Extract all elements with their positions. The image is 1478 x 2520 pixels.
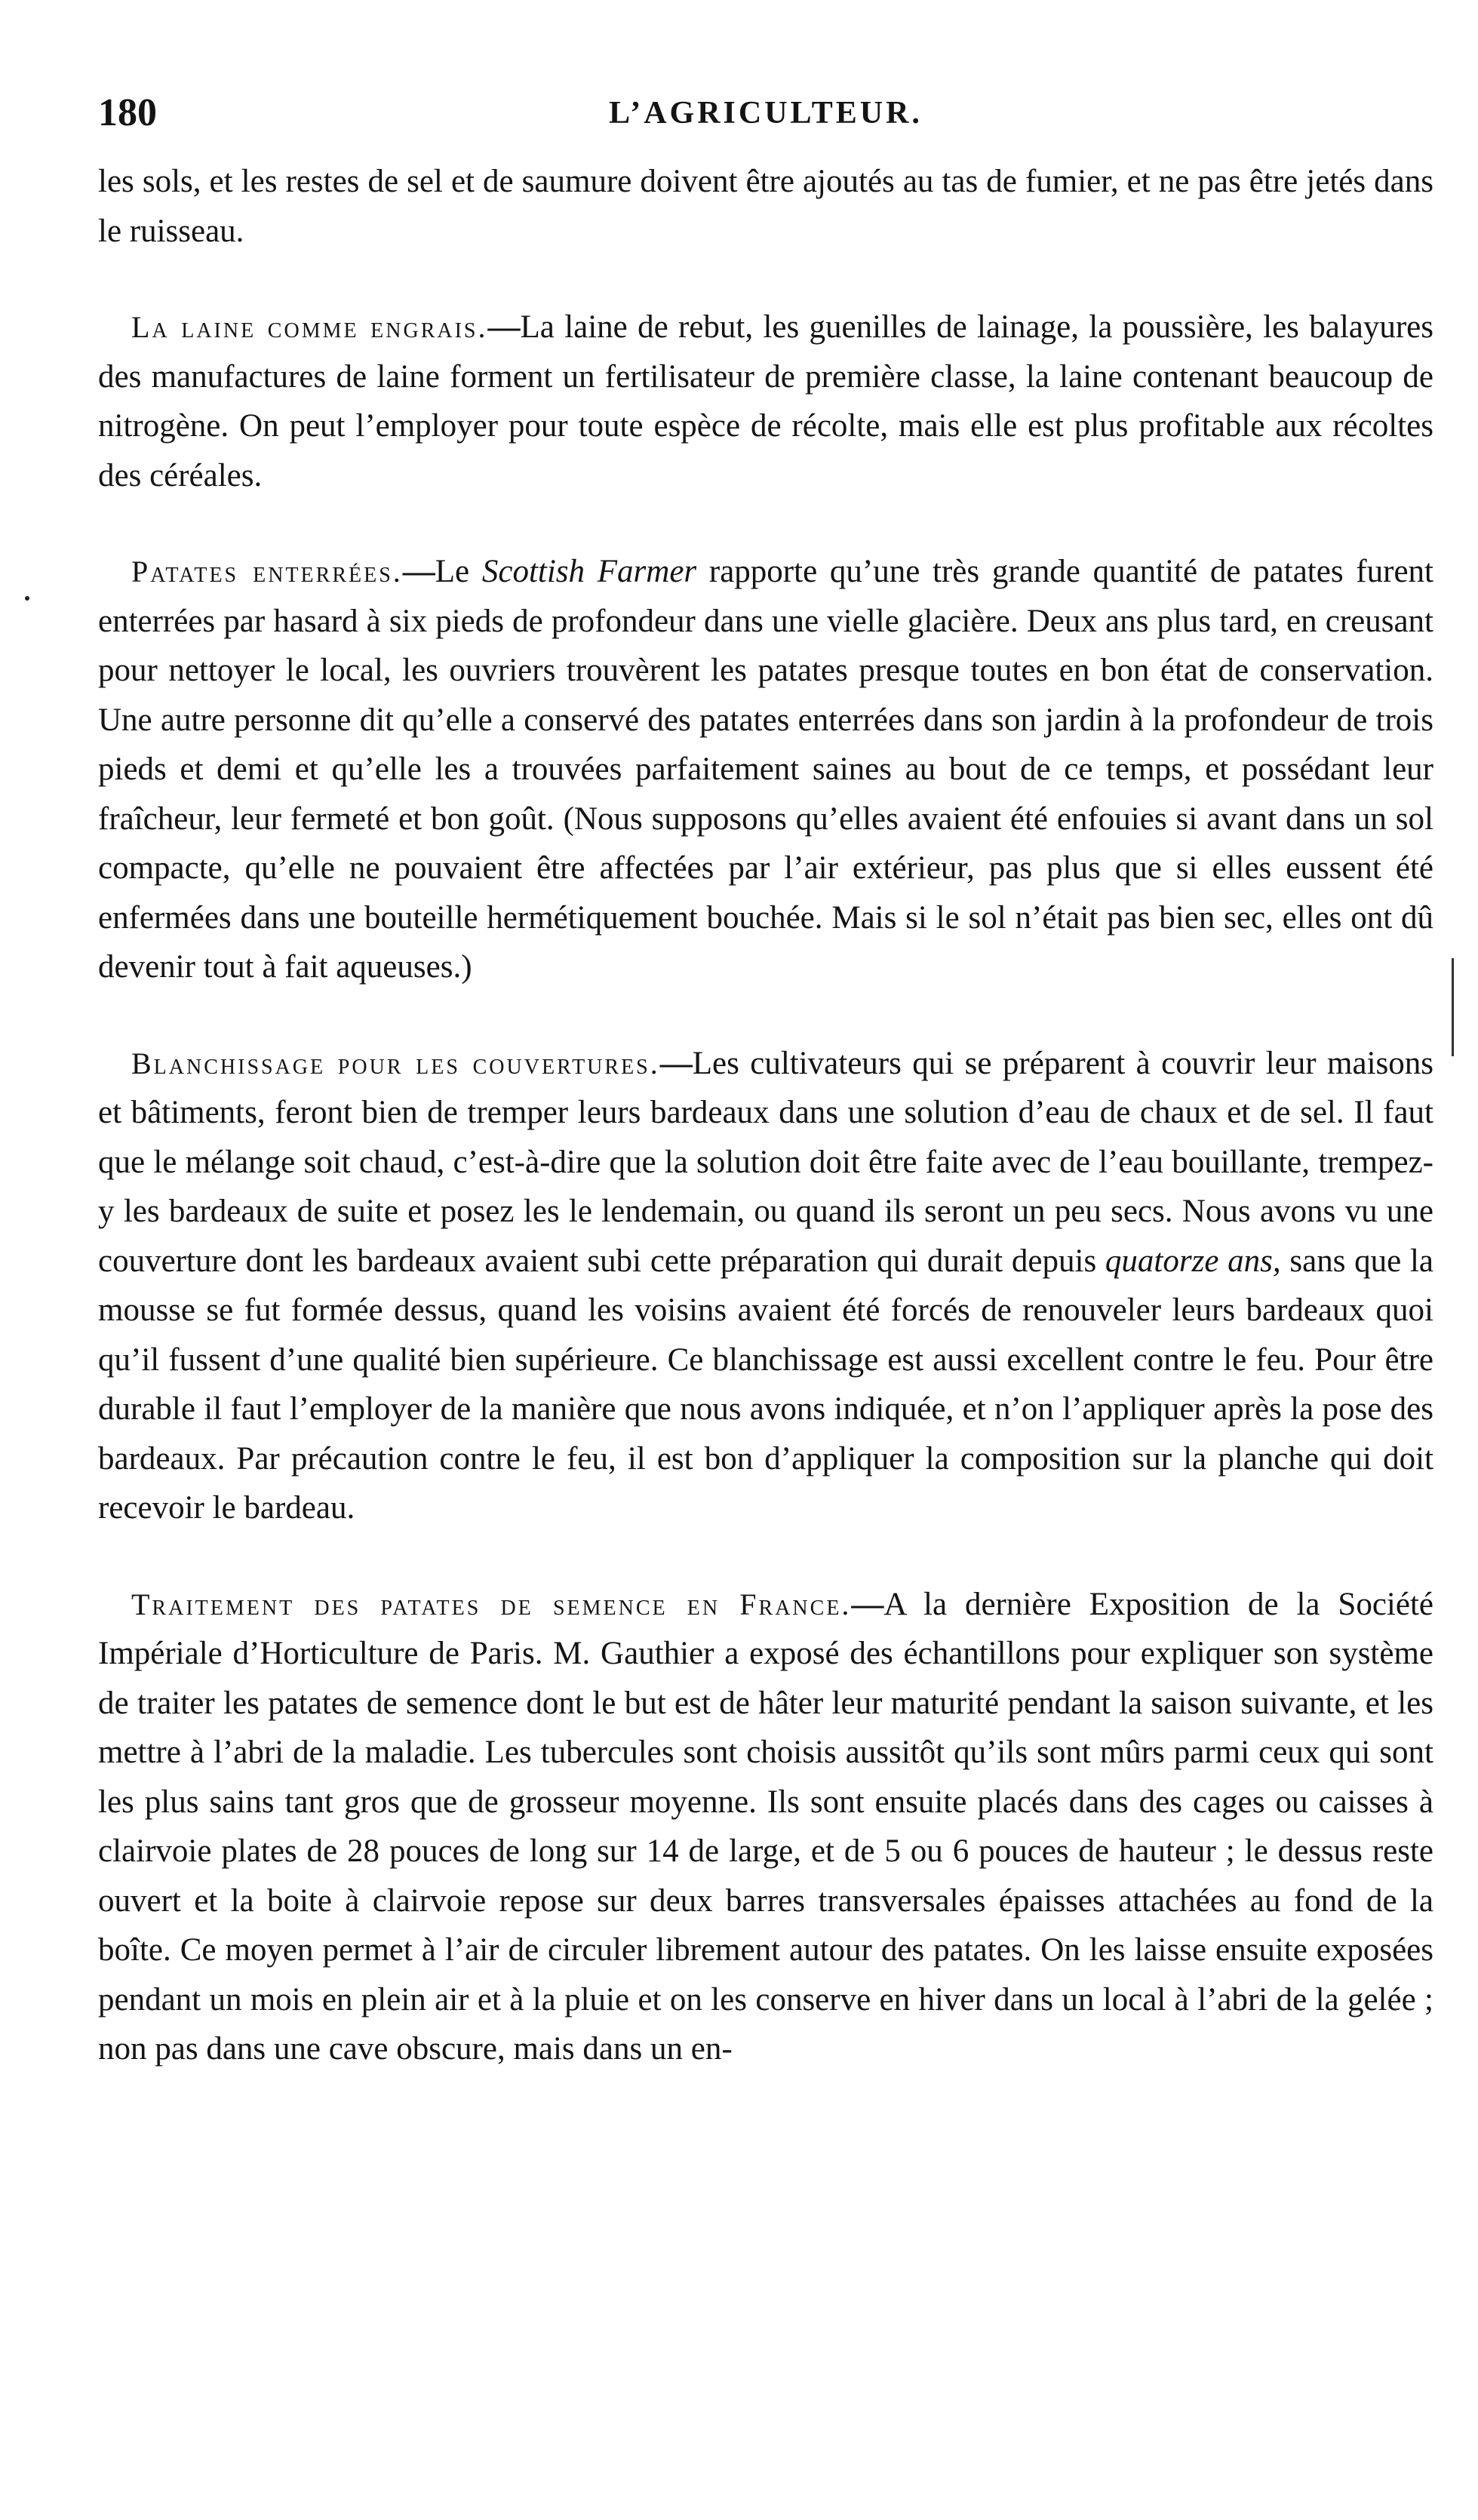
article-body: La laine de rebut, les guenilles de lainage, la poussière, les balayures des manufactures de laine forment un fertilisateur de première classe, la laine contenant beaucoup de nitrogène. On peut l’employer pour toute espèce de récolte, mais elle est plus profitable aux récoltes des céréales. bbox=[98, 309, 1433, 493]
article-paragraph bbox=[98, 1580, 1433, 2074]
article-paragraph bbox=[98, 303, 1433, 500]
continuation-paragraph: les sols, et les restes de sel et de saumure doivent être ajoutés au tas de fumier, et ne pas être jetés dans le ruisseau. bbox=[98, 164, 1433, 249]
article-body-start: Le bbox=[435, 554, 482, 589]
article-headline: La laine comme engrais. bbox=[131, 310, 488, 344]
article-patates-enterrees bbox=[98, 547, 1433, 992]
article-body-rest: sans que la mousse se fut formée dessus, quand les voisins avaient été forcés de renouveler leurs bardeaux quoi qu’il fussent d’une qualité bien supérieure. Ce blanchissage est aussi excellent contre le feu. Pour être durable il faut l’employer de la manière que nous avons indiquée, et n’on l’appliquer après la pose des bardeaux. Par précaution contre le feu, il est bon d’appliquer la composition sur la planche qui doit recevoir le bardeau. bbox=[98, 1243, 1433, 1526]
page-header bbox=[98, 83, 1433, 143]
article-paragraph bbox=[98, 1039, 1433, 1533]
article-body-rest: rapporte qu’une très grande quantité de patates furent enterrées par hasard à six pieds de profondeur dans une vielle glacière. Deux ans plus tard, en creusant pour nettoyer le local, les ouvriers trouvèrent les patates presque toutes en bon état de conservation. Une autre personne dit qu’elle a conservé des patates enterrées dans son jardin à la profondeur de trois pieds et demi et qu’elle les a trouvées parfaitement saines au bout de ce temps, et possédant leur fraîcheur, leur fermeté et bon goût. (Nous supposons qu’elles avaient été enfouies si avant dans un sol compacte, qu’elle ne pouvaient être affectées par l’air extérieur, pas plus que si elles eussent été enfermées dans une bouteille hermétiquement bouchée. Mais si le sol n’était pas bien sec, elles ont dû devenir tout à fait aqueuses.) bbox=[98, 554, 1433, 985]
article-body-start: Les cultivateurs qui se préparent à couvrir leur maisons et bâtiments, feront bien de tremper leurs bardeaux dans une solution d’eau de chaux et de sel. Il faut que le mélange soit chaud, c’est-à-dire que la solution doit être faite avec de l’eau bouillante, trempez-y les bardeaux de suite et posez les le lendemain, ou quand ils seront un peu secs. Nous avons vu une couverture dont les bardeaux avaient subi cette préparation qui durait depuis bbox=[98, 1045, 1433, 1279]
article-blanchissage bbox=[98, 1039, 1433, 1533]
article-paragraph bbox=[98, 547, 1433, 992]
headline-dash: — bbox=[659, 1045, 693, 1081]
article-laine bbox=[98, 303, 1433, 500]
emphasis-text: quatorze ans, bbox=[1105, 1243, 1281, 1279]
headline-dash: — bbox=[487, 309, 521, 345]
publication-title: Scottish Farmer bbox=[481, 554, 697, 589]
margin-dot bbox=[25, 596, 29, 601]
headline-dash: — bbox=[851, 1586, 884, 1622]
headline-dash: — bbox=[402, 554, 435, 589]
page-number: 180 bbox=[98, 91, 157, 134]
article-body: A la dernière Exposition de la Société Impériale d’Horticulture de Paris. M. Gauthier a exposé des échantillons pour expliquer son système de traiter les patates de semence dont le but est de hâter leur maturité pendant la saison suivante, et les mettre à l’abri de la maladie. Les tubercules sont choisis aussitôt qu’ils sont mûrs parmi ceux qui sont les plus sains tant gros que de grosseur moyenne. Ils sont ensuite placés dans des cages ou caisses à clairvoie plates de 28 pouces de long sur 14 de large, et de 5 ou 6 pouces de hauteur ; le dessus reste ouvert et la boite à clairvoie repose sur deux barres transversales épaisses attachées au fond de la boîte. Ce moyen permet à l’air de circuler librement autour des patates. On les laisse ensuite exposées pendant un mois en plein air et à la pluie et on les conserve en hiver dans un local à l’abri de la gelée ; non pas dans une cave obscure, mais dans un en- bbox=[98, 1586, 1433, 2067]
article-headline: Blanchissage pour les couvertures. bbox=[131, 1046, 660, 1080]
page bbox=[98, 83, 1433, 2074]
article-patates-semence bbox=[98, 1580, 1433, 2074]
margin-rule bbox=[1452, 958, 1454, 1056]
article-headline: Patates enterrées. bbox=[131, 555, 403, 589]
article-headline: Traitement des patates de semence en France. bbox=[131, 1587, 852, 1621]
running-title: L’AGRICULTEUR. bbox=[609, 96, 923, 131]
